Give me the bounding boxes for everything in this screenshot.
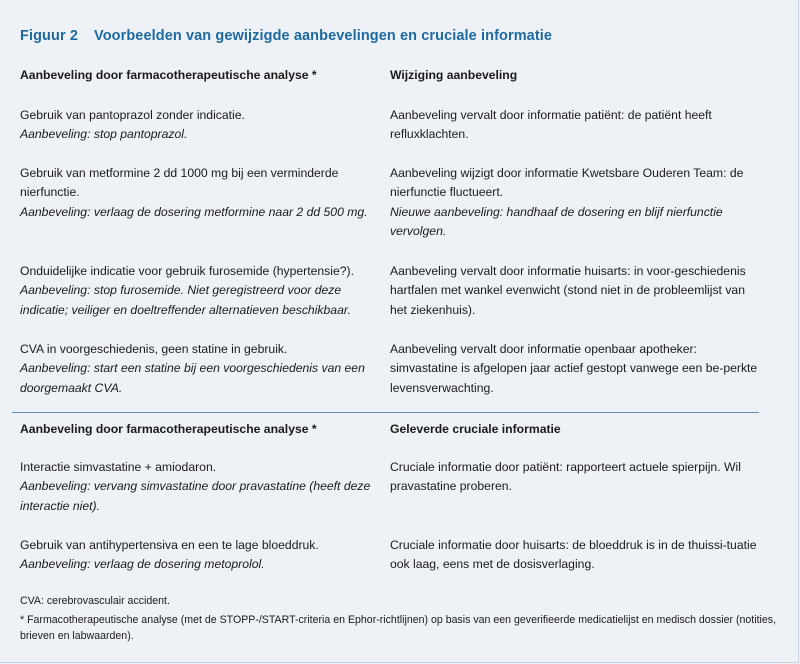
footnote-abbreviation: CVA: cerebrovasculair accident. xyxy=(20,595,170,607)
section-divider xyxy=(12,412,759,413)
s2-row2-right-text: Cruciale informatie door huisarts: de bloeddruk is in de thuissi-tuatie ook laag, eens met de dosisverlaging. xyxy=(390,538,757,572)
section1-header-left: Aanbeveling door farmacotherapeutische analyse * xyxy=(20,68,317,82)
section2-header-left: Aanbeveling door farmacotherapeutische analyse * xyxy=(20,422,317,436)
s1-row4-left-advice: Aanbeveling: start een statine bij een voorgeschiedenis van een doorgemaakt CVA. xyxy=(20,361,365,395)
s1-row2-right xyxy=(390,164,762,241)
s1-row4-right xyxy=(390,340,762,398)
s2-row2-right xyxy=(390,536,762,575)
s2-row1-left xyxy=(20,458,372,516)
s1-row1-left xyxy=(20,106,372,145)
s1-row1-right-text: Aanbeveling vervalt door informatie patiënt: de patiënt heeft refluxklachten. xyxy=(390,108,712,142)
footnote-asterisk: * Farmacotherapeutische analyse (met de STOPP-/START-criteria en Ephor-richtlijnen) op basis van een geverifieerde medicatielijst en medisch dossier (notities, brieven en labwaarden). xyxy=(20,614,777,642)
s1-row3-left xyxy=(20,262,372,320)
figure-title xyxy=(20,28,552,44)
figure-number: Figuur 2 xyxy=(20,28,78,44)
s1-row2-left xyxy=(20,164,372,222)
s2-row1-right xyxy=(390,458,762,497)
s1-row2-right-text: Aanbeveling wijzigt door informatie Kwetsbare Ouderen Team: de nierfunctie fluctueert. xyxy=(390,166,744,200)
s1-row4-left-text: CVA in voorgeschiedenis, geen statine in gebruik. xyxy=(20,342,288,356)
s1-row2-left-text: Gebruik van metformine 2 dd 1000 mg bij een verminderde nierfunctie. xyxy=(20,166,339,200)
s1-row1-left-advice: Aanbeveling: stop pantoprazol. xyxy=(20,127,188,142)
s2-row1-left-text: Interactie simvastatine + amiodaron. xyxy=(20,460,217,474)
s2-row1-left-advice: Aanbeveling: vervang simvastatine door pravastatine (heeft deze interactie niet). xyxy=(20,479,371,513)
s1-row4-left xyxy=(20,340,372,398)
s2-row2-left-advice: Aanbeveling: verlaag de dosering metoprolol. xyxy=(20,557,265,572)
s1-row3-right-text: Aanbeveling vervalt door informatie huisarts: in voor-geschiedenis hartfalen met wankel evenwicht (stond niet in de probleemlijst van het ziekenhuis). xyxy=(390,264,746,317)
s1-row3-left-text: Onduidelijke indicatie voor gebruik furosemide (hypertensie?). xyxy=(20,264,354,278)
section1-header-right: Wijziging aanbeveling xyxy=(390,68,518,82)
section2-header-right: Geleverde cruciale informatie xyxy=(390,422,561,436)
s1-row2-right-advice: Nieuwe aanbeveling: handhaaf de dosering en blijf nierfunctie vervolgen. xyxy=(390,204,723,238)
figure-title-text: Voorbeelden van gewijzigde aanbevelingen en cruciale informatie xyxy=(94,28,553,44)
s1-row4-right-text: Aanbeveling vervalt door informatie openbaar apotheker: simvastatine is afgelopen jaar actief gestopt vanwege een be-perkte levensverwachting. xyxy=(390,342,758,395)
s2-row2-left xyxy=(20,536,372,575)
s1-row1-right xyxy=(390,106,762,145)
s2-row2-left-text: Gebruik van antihypertensiva en een te lage bloeddruk. xyxy=(20,538,319,552)
s1-row3-left-advice: Aanbeveling: stop furosemide. Niet geregistreerd voor deze indicatie; veiliger en doeltreffender alternatieven beschikbaar. xyxy=(20,283,351,317)
s2-row1-right-text: Cruciale informatie door patiënt: rapporteert actuele spierpijn. Wil pravastatine proberen. xyxy=(390,460,741,494)
s1-row3-right xyxy=(390,262,762,320)
s1-row2-left-advice: Aanbeveling: verlaag de dosering metformine naar 2 dd 500 mg. xyxy=(20,204,368,219)
s1-row1-left-text: Gebruik van pantoprazol zonder indicatie. xyxy=(20,108,245,122)
